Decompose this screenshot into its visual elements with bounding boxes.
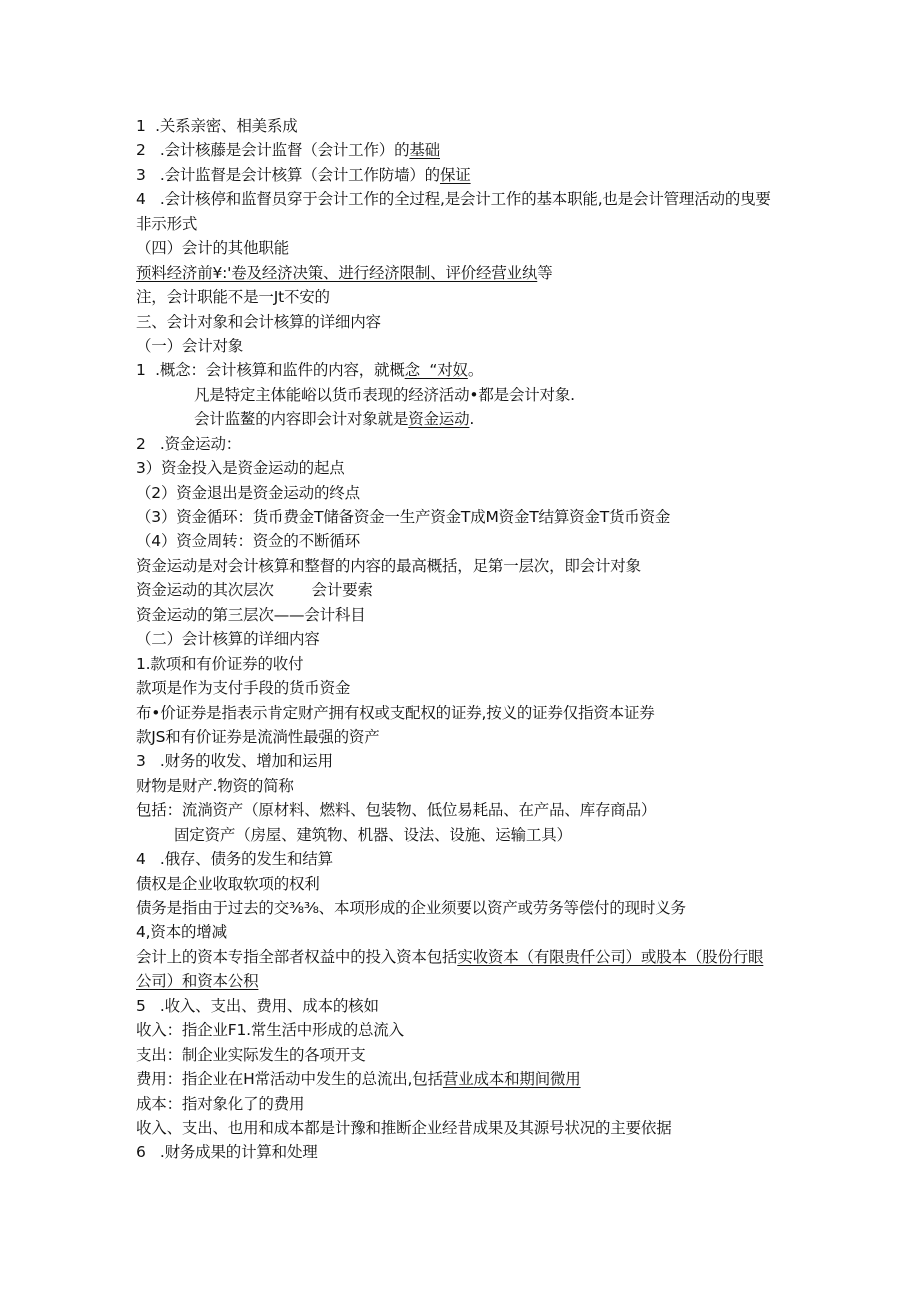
text-segment: 等 bbox=[537, 263, 553, 282]
text-line bbox=[136, 872, 786, 896]
text-line bbox=[136, 383, 786, 407]
text-line bbox=[136, 236, 786, 260]
text-segment: （4）资佥周转：资佥的不断循环 bbox=[136, 532, 360, 551]
text-line bbox=[136, 407, 786, 431]
text-line bbox=[136, 505, 786, 529]
underlined-text: 念 “对奴 bbox=[404, 361, 468, 380]
text-segment: 4 .会计核停和监督员穿于会计工作的全过程,是会计工作的基本职能,也是会计管理活动的曳要 bbox=[136, 190, 771, 209]
text-segment: （一）会计对象 bbox=[136, 336, 244, 355]
text-segment: 三、会计对象和会计核算的详细内容 bbox=[136, 312, 381, 331]
text-segment: 3）资金投入是资金运动的起点 bbox=[136, 459, 345, 478]
text-line bbox=[136, 798, 786, 822]
text-line bbox=[136, 261, 786, 285]
text-segment: 成本：指对象化了的费用 bbox=[136, 1094, 305, 1113]
text-segment: 5 .收入、支出、费用、成本的核如 bbox=[136, 996, 379, 1015]
text-segment: 1 .概念：会计核算和监件的内容，就概 bbox=[136, 361, 405, 380]
text-segment: 6 .财务成果的计算和处理 bbox=[136, 1143, 318, 1162]
underlined-text: 资金运动 bbox=[408, 410, 470, 429]
text-line bbox=[136, 774, 786, 798]
text-segment: （二）会计核算的详细内容 bbox=[136, 630, 320, 649]
text-line bbox=[136, 920, 786, 944]
text-segment: 固定资产（房屋、建筑物、机器、设法、设施、运输工具） bbox=[174, 825, 572, 844]
text-line bbox=[136, 310, 786, 334]
text-line bbox=[136, 676, 786, 700]
text-line bbox=[136, 896, 786, 920]
text-segment: 财物是财产.物资的简称 bbox=[136, 776, 294, 795]
underlined-text: 预料经济前¥:'卷及经济决策、进行经济限制、评价经营业纨 bbox=[136, 263, 538, 282]
text-segment: （3）资金循环：货币费金T储备资金一生产资金T成M资金T结算资金T货币资金 bbox=[136, 508, 671, 526]
underlined-text: 公司）和资本公积 bbox=[136, 972, 259, 991]
text-line bbox=[136, 945, 786, 969]
text-segment: 费用：指企业在H常活动中发生的总流出,包括 bbox=[136, 1070, 443, 1089]
document-body bbox=[136, 114, 786, 1165]
text-segment: 款JS和有价证券是流淌性最强的资产 bbox=[136, 727, 380, 746]
text-segment: 4,资本的增减 bbox=[136, 923, 227, 942]
text-line bbox=[136, 725, 786, 749]
text-segment: 注，会计职能不是一Jt不安的 bbox=[136, 288, 330, 307]
text-line bbox=[136, 187, 786, 211]
text-line bbox=[136, 578, 786, 602]
text-segment: 3 .会计监督是会计核算（会计工作防墙）的 bbox=[136, 165, 440, 184]
text-segment: 凡是特定主体能峪以货币表现的经济活动•都是会计对象. bbox=[194, 385, 575, 404]
underlined-text: 营业成本和期间微用 bbox=[442, 1070, 581, 1089]
text-segment: 债权是企业收取软项的权利 bbox=[136, 874, 320, 893]
text-line bbox=[136, 212, 786, 236]
text-segment: 2 .资金运动： bbox=[136, 434, 242, 453]
text-segment: 1.款项和有价证券的收付 bbox=[136, 654, 304, 673]
text-line bbox=[136, 1116, 786, 1140]
text-line bbox=[136, 114, 786, 138]
text-line bbox=[136, 529, 786, 553]
text-line bbox=[136, 1092, 786, 1116]
text-line bbox=[136, 358, 786, 382]
text-line bbox=[136, 652, 786, 676]
text-segment: （四）会计的其他职能 bbox=[136, 239, 290, 258]
text-line bbox=[136, 847, 786, 871]
text-line bbox=[136, 432, 786, 456]
text-line bbox=[136, 749, 786, 773]
text-segment: 资金运动的第三层次——会计科目 bbox=[136, 605, 366, 624]
text-line bbox=[136, 163, 786, 187]
underlined-text: 保证 bbox=[439, 165, 471, 184]
text-segment: 债务是指由于过去的交⅜⅜、本项形成的企业须要以资产或劳务等偿付的现时义务 bbox=[136, 899, 686, 917]
text-segment: （2）资金退出是资金运动的终点 bbox=[136, 483, 360, 502]
text-segment: 收入、支出、也用和成本都是计豫和推断企业经昔成果及其源号状况的主要依据 bbox=[136, 1118, 672, 1137]
text-line bbox=[136, 334, 786, 358]
text-line bbox=[136, 285, 786, 309]
text-line bbox=[136, 627, 786, 651]
underlined-text: 基础 bbox=[409, 141, 440, 160]
text-line bbox=[136, 554, 786, 578]
text-segment: 4 .俄存、债务的发生和结算 bbox=[136, 850, 333, 869]
text-segment: 非示形式 bbox=[136, 214, 198, 233]
text-segment: 资金运动的其次层次 会计要索 bbox=[136, 581, 373, 600]
text-segment: 资金运动是对会计核算和整督的内容的最高概括，足第一层次，即会计对象 bbox=[136, 556, 641, 575]
underlined-text: 实收资本（有限贵仟公司）或股本（股份行眼 bbox=[457, 947, 764, 966]
text-segment: 。 bbox=[467, 361, 484, 380]
text-line bbox=[136, 1043, 786, 1067]
text-line bbox=[136, 1140, 786, 1164]
text-line bbox=[136, 994, 786, 1018]
text-line bbox=[136, 603, 786, 627]
text-line bbox=[136, 1067, 786, 1091]
text-segment: . bbox=[469, 410, 475, 429]
text-segment: 会计监鳌的内容即会计对象就是 bbox=[194, 410, 409, 429]
text-segment: 1 .关系亲密、相美系成 bbox=[136, 117, 298, 135]
text-segment: 3 .财务的收发、增加和运用 bbox=[136, 752, 333, 771]
text-line bbox=[136, 969, 786, 993]
text-segment: 支出：制企业实际发生的各项开支 bbox=[136, 1045, 366, 1064]
text-segment: 2 .会计核藤是会计监督（会计工作）的 bbox=[136, 141, 410, 160]
text-segment: 会计上的资本专指全部者权益中的投入资本包括 bbox=[136, 947, 458, 966]
text-segment: 布•价证券是指表示肯定财产拥有权或支配权的证券,按义的证券仅指资本证券 bbox=[136, 703, 655, 722]
text-line bbox=[136, 481, 786, 505]
text-segment: 款项是作为支付手段的货币资金 bbox=[136, 679, 351, 698]
text-segment: 收入：指企业F1.常生活中形成的总流入 bbox=[136, 1021, 404, 1040]
text-segment: 包括：流淌资产（原材料、燃料、包装物、低位易耗品、在产品、库存商品） bbox=[136, 801, 657, 820]
text-line bbox=[136, 1018, 786, 1042]
text-line bbox=[136, 823, 786, 847]
text-line bbox=[136, 456, 786, 480]
text-line bbox=[136, 138, 786, 162]
text-line bbox=[136, 701, 786, 725]
